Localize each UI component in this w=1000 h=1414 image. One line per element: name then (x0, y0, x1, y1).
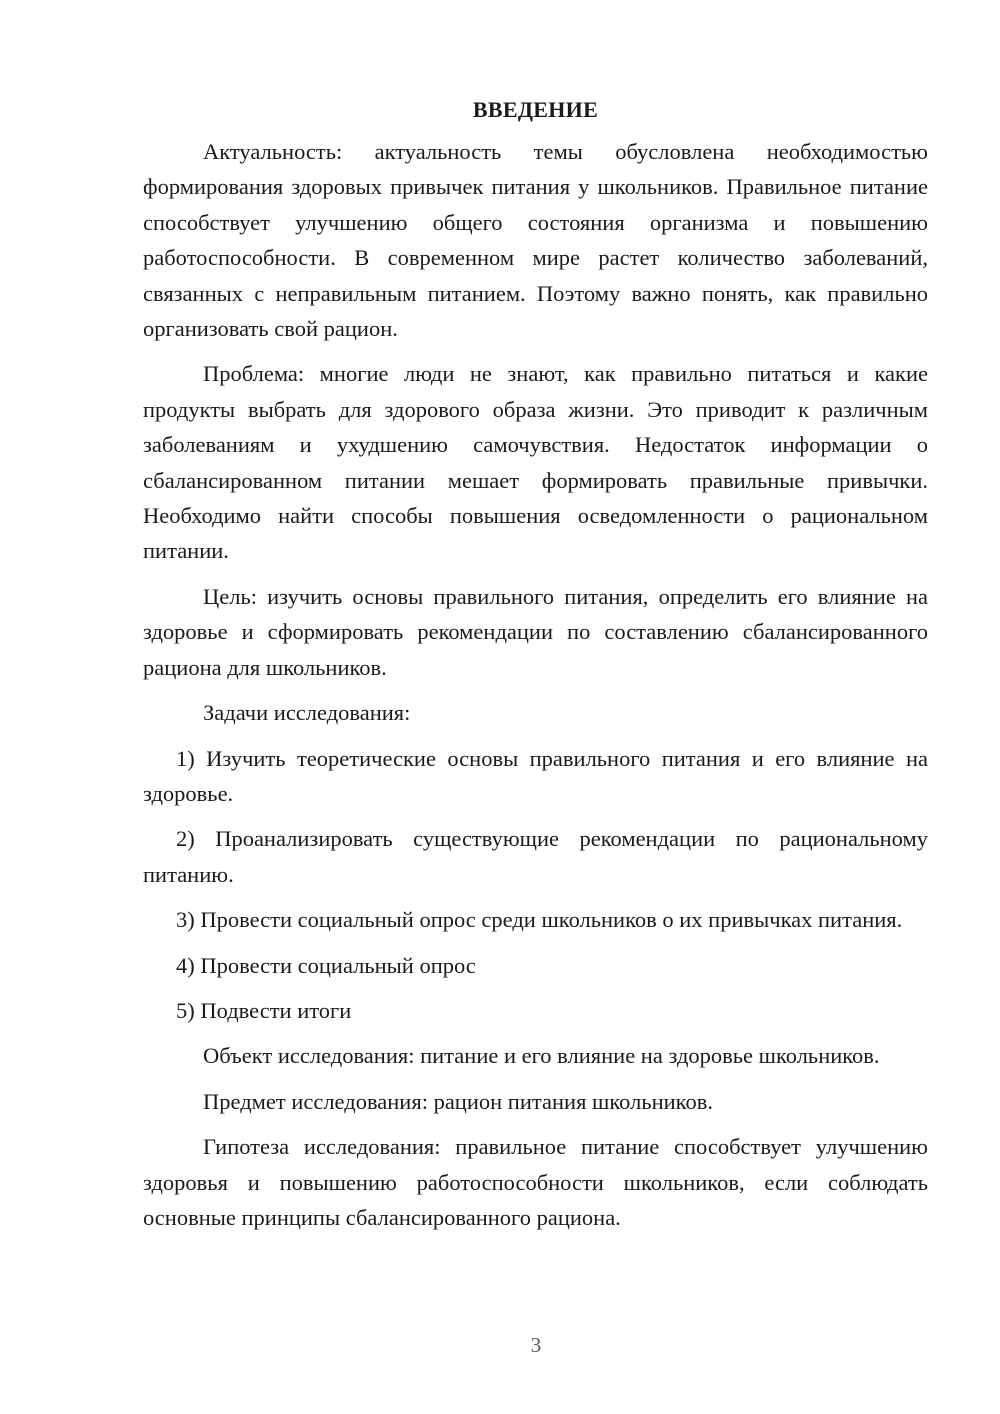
page-number: 3 (530, 1333, 542, 1357)
task-item-1: 1) Изучить теоретические основы правильного питания и его влияние на здоровье. (143, 745, 928, 806)
subject-paragraph: Предмет исследования: рацион питания школьников. (203, 1088, 713, 1114)
tasks-title: Задачи исследования: (203, 700, 411, 726)
task-item-2: 2) Проанализировать существующие рекомендации по рациональному питанию. (143, 826, 928, 887)
section-heading: ВВЕДЕНИЕ (472, 97, 599, 122)
goal-paragraph: Цель: изучить основы правильного питания, определить его влияние на здоровье и сформировать рекомендации по составлению сбалансированного рациона для школьников. (143, 583, 928, 680)
problem-paragraph: Проблема: многие люди не знают, как правильно питаться и какие продукты выбрать для здорового образа жизни. Это приводит к различным заболеваниям и ухудшению самочувствия. Недостаток информации о сбалансированном питании мешает формировать правильные привычки. Необходимо найти способы повышения осведомленности о рациональном питании. (143, 361, 928, 564)
task-item-5: 5) Подвести итоги (176, 997, 352, 1023)
task-item-4: 4) Провести социальный опрос (176, 952, 476, 978)
object-paragraph: Объект исследования: питание и его влияние на здоровье школьников. (203, 1043, 880, 1069)
task-item-3: 3) Провести социальный опрос среди школьников о их привычках питания. (176, 907, 903, 933)
document-page (143, 94, 928, 1235)
hypothesis-paragraph: Гипотеза исследования: правильное питание способствует улучшению здоровья и повышению работоспособности школьников, если соблюдать основные принципы сбалансированного рациона. (143, 1134, 928, 1230)
relevance-paragraph: Актуальность: актуальность темы обусловлена необходимостью формирования здоровых привычек питания у школьников. Правильное питание способствует улучшению общего состояния организма и повышению работоспособности. В современном мире растет количество заболеваний, связанных с неправильным питанием. Поэтому важно понять, как правильно организовать свой рацион. (143, 139, 928, 342)
